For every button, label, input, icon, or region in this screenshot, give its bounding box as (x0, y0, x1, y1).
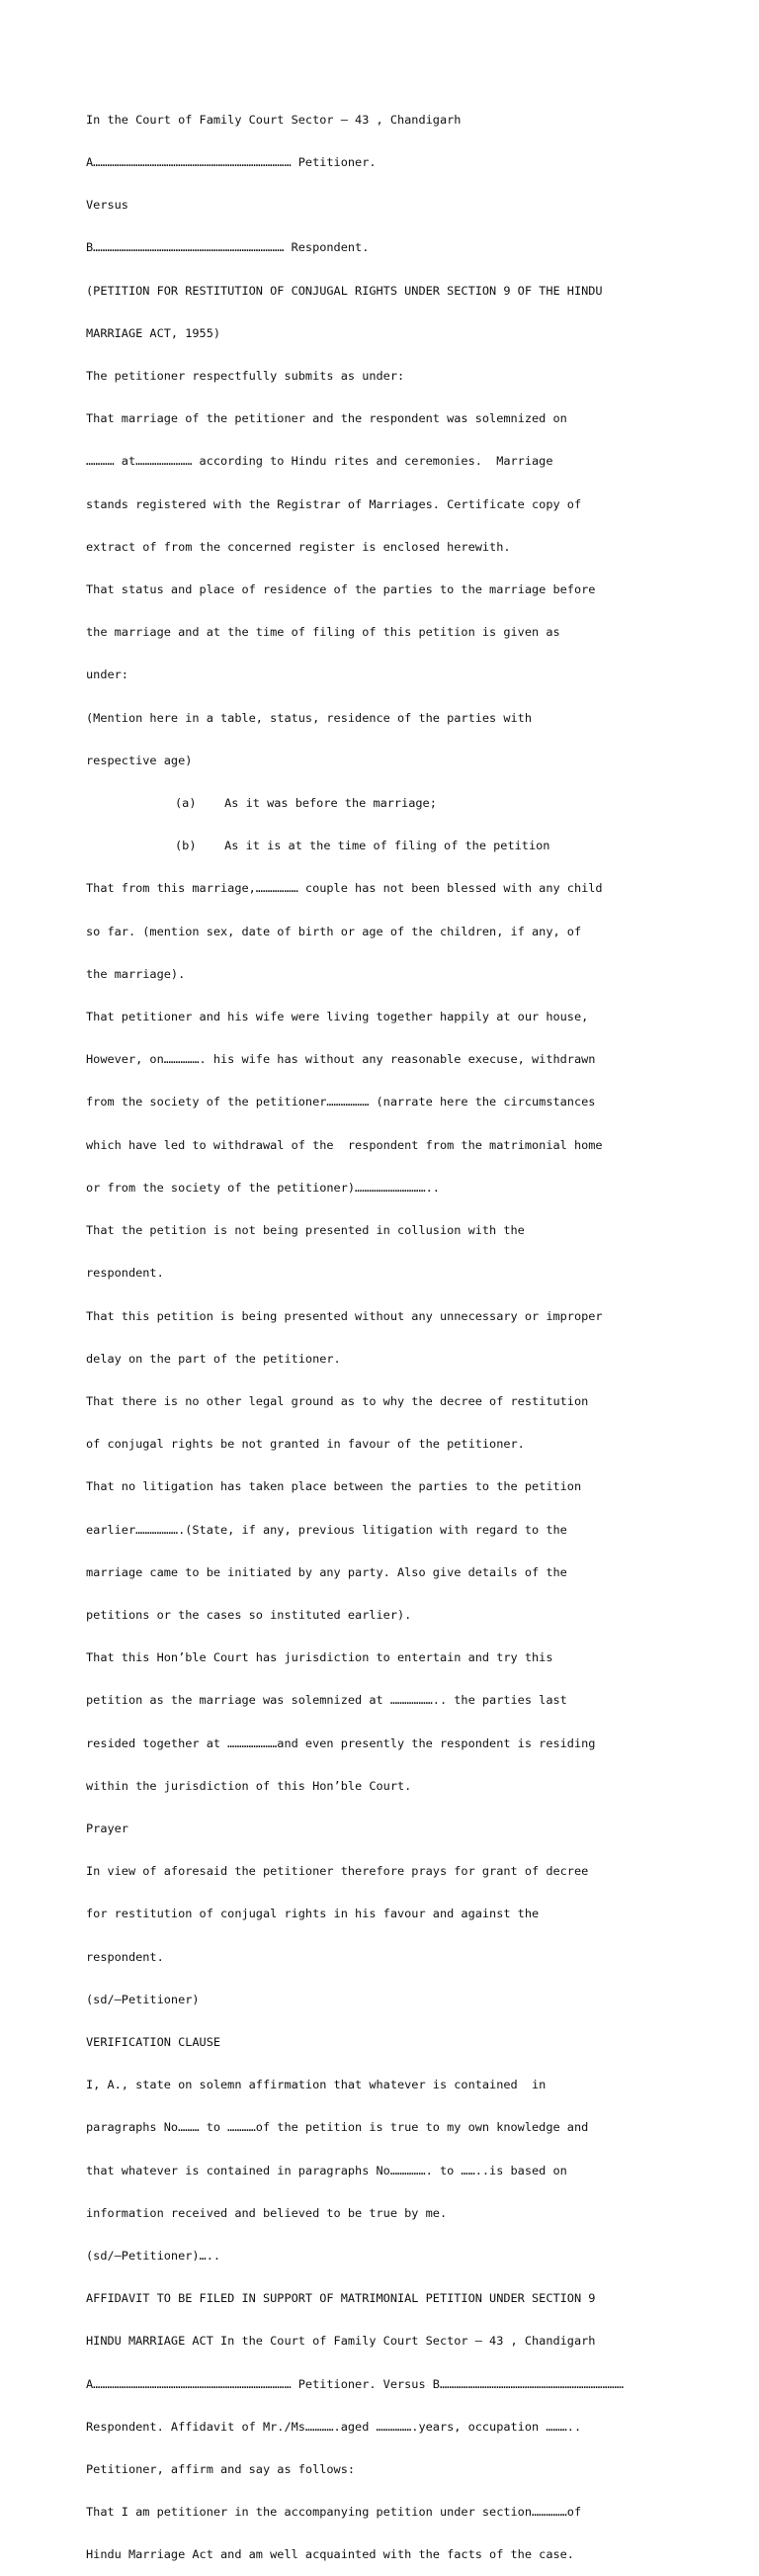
body-text-line: respondent. (86, 1266, 164, 1281)
body-text-line: information received and believed to be true by me. (86, 2205, 448, 2220)
body-text-line: stands registered with the Registrar of Marriages. Certificate copy of (86, 496, 582, 511)
body-text-line: for restitution of conjugal rights in his favour and against the (86, 1907, 540, 1921)
signature-line: (sd/–Petitioner)….. (86, 2248, 221, 2263)
body-text-line: Respondent. Affidavit of Mr./Ms………….aged …………….years, occupation ……….. (86, 2419, 582, 2434)
body-text-line: resided together at …………………and even presently the respondent is residing (86, 1735, 596, 1750)
body-text-line: so far. (mention sex, date of birth or age of the children, if any, of (86, 924, 582, 938)
body-text-line: That from this marriage,……………… couple has not been blessed with any child (86, 881, 603, 896)
body-text-line: That I am petitioner in the accompanying petition under section……………of (86, 2505, 582, 2520)
body-text-line: That this petition is being presented without any unnecessary or improper (86, 1308, 603, 1323)
body-text-line: under: (86, 667, 128, 682)
prayer-heading: Prayer (86, 1821, 128, 1835)
body-text-line: That this Hon’ble Court has jurisdiction to entertain and try this (86, 1650, 553, 1665)
list-item-b: (b) As it is at the time of filing of the petition (175, 839, 550, 853)
body-text-line: of conjugal rights be not granted in favour of the petitioner. (86, 1437, 525, 1452)
body-text-line: from the society of the petitioner……………… (narrate here the circumstances (86, 1095, 596, 1110)
petitioner-line: A………………………………………………………………………… Petitioner. (86, 155, 377, 170)
body-text-line: petitions or the cases so instituted earlier). (86, 1607, 412, 1622)
body-text-line: that whatever is contained in paragraphs No……………. to ……..is based on (86, 2163, 567, 2177)
petition-title: (PETITION FOR RESTITUTION OF CONJUGAL RIGHTS UNDER SECTION 9 OF THE HINDU (86, 283, 603, 298)
body-text-line: Hindu Marriage Act and am well acquainted with the facts of the case. (86, 2547, 574, 2562)
court-heading: In the Court of Family Court Sector – 43 , Chandigarh (86, 112, 462, 127)
body-text-line: which have led to withdrawal of the respondent from the matrimonial home (86, 1137, 603, 1152)
body-text-line: I, A., state on solemn affirmation that whatever is contained in (86, 2078, 547, 2092)
body-text-line: The petitioner respectfully submits as under: (86, 369, 405, 384)
respondent-line: B……………………………………………………………………… Respondent. (86, 240, 370, 255)
signature-line: (sd/–Petitioner) (86, 1992, 200, 2006)
body-text-line: extract of from the concerned register is enclosed herewith. (86, 539, 511, 554)
body-text-line: A………………………………………………………………………… Petitioner. Versus B…………………………………………………………………… (86, 2376, 625, 2391)
body-text-line: delay on the part of the petitioner. (86, 1351, 341, 1366)
body-text-line: That petitioner and his wife were living together happily at our house, (86, 1010, 589, 1024)
verification-heading: VERIFICATION CLAUSE (86, 2034, 221, 2049)
body-text-line: petition as the marriage was solemnized at ……………….. the parties last (86, 1693, 567, 1708)
document-page (86, 84, 758, 2576)
body-text-line: within the jurisdiction of this Hon’ble Court. (86, 1778, 412, 1793)
body-text-line: respondent. (86, 1949, 164, 1964)
body-text-line: ………… at…………………… according to Hindu rites and ceremonies. Marriage (86, 454, 553, 469)
body-text-line: That status and place of residence of the parties to the marriage before (86, 582, 596, 597)
body-text-line: However, on……………. his wife has without any reasonable execuse, withdrawn (86, 1052, 596, 1067)
body-text-line: the marriage). (86, 966, 186, 981)
body-text-line: In view of aforesaid the petitioner therefore prays for grant of decree (86, 1864, 589, 1879)
affidavit-heading: AFFIDAVIT TO BE FILED IN SUPPORT OF MATRIMONIAL PETITION UNDER SECTION 9 (86, 2291, 596, 2306)
body-text-line: That no litigation has taken place between the parties to the petition (86, 1479, 582, 1494)
body-text-line: marriage came to be initiated by any party. Also give details of the (86, 1564, 567, 1579)
body-text-line: That there is no other legal ground as to why the decree of restitution (86, 1393, 589, 1408)
body-text-line: (Mention here in a table, status, residence of the parties with (86, 710, 533, 725)
list-item-a: (a) As it was before the marriage; (175, 796, 437, 811)
versus-line: Versus (86, 198, 128, 213)
affidavit-heading: HINDU MARRIAGE ACT In the Court of Family Court Sector – 43 , Chandigarh (86, 2334, 596, 2349)
body-text-line: the marriage and at the time of filing of this petition is given as (86, 625, 560, 640)
body-text-line: Petitioner, affirm and say as follows: (86, 2461, 356, 2476)
body-text-line: respective age) (86, 753, 193, 767)
body-text-line: or from the society of the petitioner)………………………….. (86, 1180, 440, 1195)
body-text-line: paragraphs No……… to …………of the petition is true to my own knowledge and (86, 2120, 589, 2135)
body-text-line: That marriage of the petitioner and the respondent was solemnized on (86, 411, 567, 426)
body-text-line: earlier……………….(State, if any, previous litigation with regard to the (86, 1522, 567, 1537)
petition-title: MARRIAGE ACT, 1955) (86, 325, 221, 340)
body-text-line: That the petition is not being presented in collusion with the (86, 1223, 525, 1238)
